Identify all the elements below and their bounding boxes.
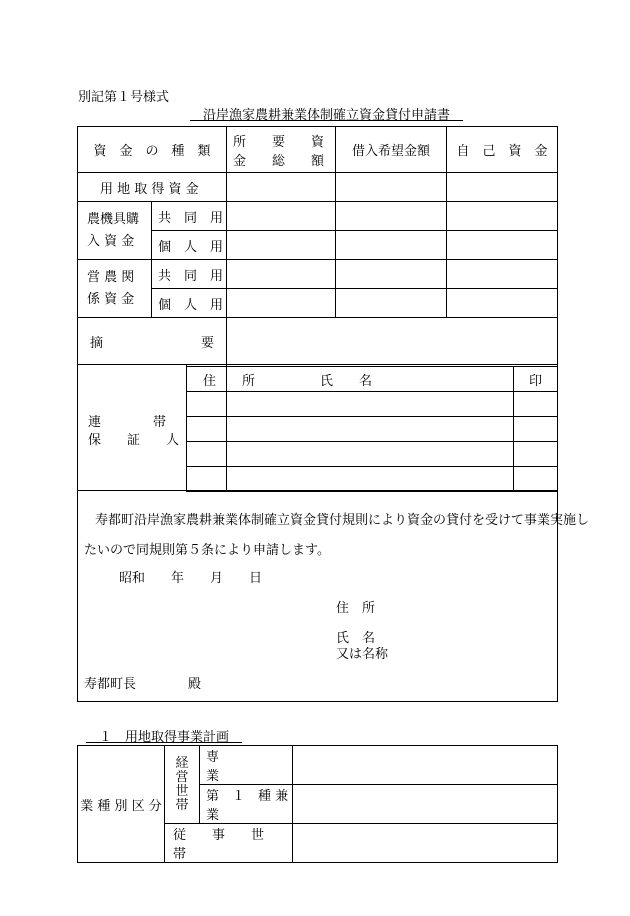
guarantor-row-3[interactable] [187,442,514,467]
seal-cell-3[interactable] [514,442,558,467]
row-land-acquisition: 用 地 取 得 資 金 [78,173,227,202]
form-number: 別記第１号様式 [78,90,170,105]
seal-header: 印 [514,367,558,392]
machinery-shared: 共 同 用 [152,202,227,231]
guarantor-line1: 連 帯 [88,415,167,430]
cell-m-shared-total[interactable] [227,202,336,231]
managing-household-char2: 営 [175,769,189,785]
header-total-line1: 所 要 資 [233,134,325,150]
remarks-label [78,318,227,365]
form-title: 沿岸漁家農耕兼業体制確立資金貸付申請書 [190,108,464,123]
business-classification: 業 種 別 区 分 [78,746,165,863]
remarks-label-2: 要 [201,335,215,351]
cell-m-ind-loan[interactable] [336,231,447,260]
application-date: 昭和 年 月 日 [119,571,263,586]
group-farming [78,260,152,318]
addressee: 寿都町長 殿 [84,677,202,692]
cell-f-shared-loan[interactable] [336,260,447,289]
name-label: 氏 名 [336,631,376,646]
cell-f-shared-total[interactable] [227,260,336,289]
full-time-cell[interactable] [293,746,558,785]
type1-part-time-label: 第 １ 種 兼 業 [200,785,293,824]
section1-title: １ 用地取得事業計画 [86,730,243,745]
group-machinery-line2: 入 資 金 [87,233,135,249]
group-farming-line2: 係 資 金 [87,291,135,307]
cell-land-own[interactable] [447,173,558,202]
guarantor-line2: 保 証 人 [88,433,180,448]
managing-household [165,746,200,824]
remarks-label-1: 摘 [90,335,104,351]
full-time-label: 専 業 [200,746,293,785]
guarantor-table [186,366,558,492]
cell-f-shared-own[interactable] [447,260,558,289]
employed-household-cell[interactable] [293,824,558,863]
cell-m-ind-own[interactable] [447,231,558,260]
header-total-required [227,127,336,173]
group-machinery [78,202,152,260]
remarks-field[interactable] [227,318,558,365]
cell-m-ind-total[interactable] [227,231,336,260]
managing-household-char4: 帯 [175,797,189,813]
statement-line1: 寿都町沿岸漁家農耕兼業体制確立資金貸付規則により資金の貸付を受けて事業実施し [95,513,590,528]
cell-f-ind-loan[interactable] [336,289,447,318]
or-name-label: 又は名称 [336,647,389,662]
cell-f-ind-total[interactable] [227,289,336,318]
employed-household-label: 従 事 世 帯 [165,824,293,863]
statement-line2: たいので同規則第５条により申請します。 [84,543,330,558]
seal-cell-2[interactable] [514,417,558,442]
land-plan-clip [77,745,558,862]
seal-cell-4[interactable] [514,467,558,492]
seal-cell-1[interactable] [514,392,558,417]
cell-f-ind-own[interactable] [447,289,558,318]
guarantor-header: 住 所 氏 名 [187,367,514,392]
cell-land-total[interactable] [227,173,336,202]
guarantor-label-box [78,365,187,490]
cell-m-shared-loan[interactable] [336,202,447,231]
address-label: 住 所 [336,601,376,616]
guarantor-row-4[interactable] [187,467,514,492]
group-machinery-line1: 農機具購 [87,211,140,227]
machinery-individual: 個 人 用 [152,231,227,260]
header-own-funds: 自 己 資 金 [447,127,558,173]
farming-individual: 個 人 用 [152,289,227,318]
header-total-line2: 金 総 額 [233,153,325,169]
managing-household-char3: 世 [175,783,189,799]
managing-household-char1: 経 [175,755,189,771]
cell-land-loan[interactable] [336,173,447,202]
farming-shared: 共 同 用 [152,260,227,289]
guarantor-row-2[interactable] [187,417,514,442]
statement-block [78,491,590,702]
group-farming-line1: 営 農 関 [87,269,135,285]
guarantor-row-1[interactable] [187,392,514,417]
type1-part-time-cell[interactable] [293,785,558,824]
land-plan-table [77,745,558,863]
header-fund-type: 資 金 の 種 類 [78,127,227,173]
cell-m-shared-own[interactable] [447,202,558,231]
header-loan-amount: 借入希望金額 [336,127,447,173]
